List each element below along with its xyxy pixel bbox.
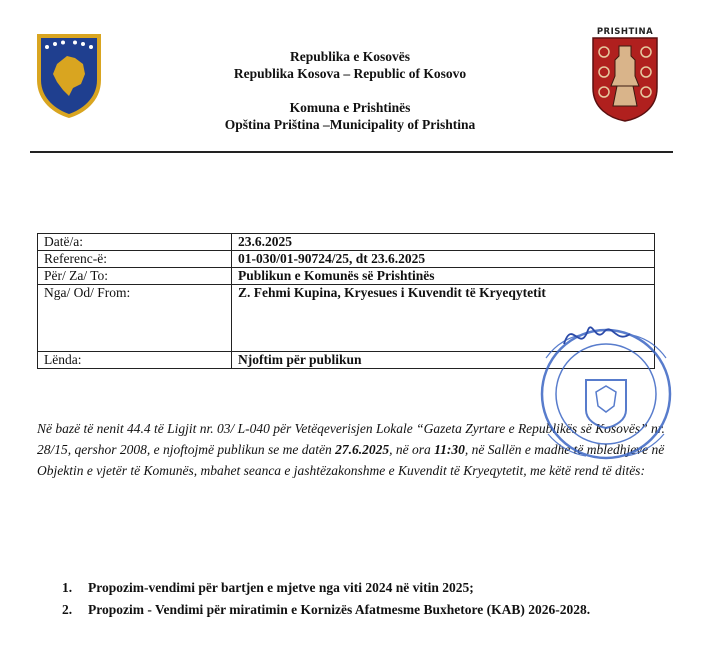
memo-value: Publikun e Komunës së Prishtinës bbox=[232, 268, 655, 285]
notice-text-part: , në Sallën e madhe të mbledhjeve në Objektin e vjetër të Komunës, mbahet seanca e jashtëzakonshme e Kuvendit të Kryeqytetit, me këtë rend të ditës: bbox=[37, 442, 665, 478]
memo-key: Nga/ Od/ From: bbox=[38, 285, 232, 352]
header-line-republic: Republika e Kosovës bbox=[289, 49, 411, 64]
agenda-item bbox=[62, 578, 662, 598]
prishtina-crest-icon bbox=[589, 26, 661, 122]
official-stamp-icon bbox=[526, 314, 686, 464]
notice-text-part: Në bazë të nenit 44.4 të Ligjit nr. 03/ L-040 për Vetëqeverisjen Lokale “Gazeta Zyrtare e Republikës së Kosovës” nr. 28/15, qershor 2008, e njoftojmë publikun se me datën bbox=[37, 421, 665, 457]
agenda-item-text: Propozim-vendimi për bartjen e mjetve nga viti 2024 në vitin 2025; bbox=[88, 580, 474, 595]
header-line-republic-translated: Republika Kosova – Republic of Kosovo bbox=[233, 66, 467, 81]
agenda-item-number: 2. bbox=[62, 602, 73, 617]
session-time: 11:30 bbox=[434, 442, 465, 457]
header-divider bbox=[30, 151, 673, 153]
memo-value: 01-030/01-90724/25, dt 23.6.2025 bbox=[232, 251, 655, 268]
document-header bbox=[150, 48, 550, 133]
agenda-item-text: Propozim - Vendimi për miratimin e Kornizës Afatmesme Buxhetore (KAB) 2026-2028. bbox=[88, 602, 591, 617]
agenda-list bbox=[62, 578, 662, 622]
memo-row-to bbox=[38, 268, 655, 285]
memo-key: Për/ Za/ To: bbox=[38, 268, 232, 285]
agenda-item bbox=[62, 600, 662, 620]
header-line-municipality-translated: Opština Priština –Municipality of Prishtina bbox=[224, 117, 476, 132]
memo-key: Lënda: bbox=[38, 352, 232, 369]
memo-row-reference bbox=[38, 251, 655, 268]
memo-value: 23.6.2025 bbox=[232, 234, 655, 251]
notice-text-part: , në ora bbox=[389, 442, 435, 457]
memo-value: Njoftim për publikun bbox=[232, 352, 655, 369]
memo-key: Datë/a: bbox=[38, 234, 232, 251]
session-date: 27.6.2025 bbox=[335, 442, 390, 457]
header-line-municipality: Komuna e Prishtinës bbox=[289, 100, 411, 115]
memo-key: Referenc-ë: bbox=[38, 251, 232, 268]
agenda-item-number: 1. bbox=[62, 580, 73, 595]
kosovo-coat-of-arms-icon bbox=[33, 30, 105, 120]
memo-row-date bbox=[38, 234, 655, 251]
crest-title: PRISHTINA bbox=[596, 27, 654, 37]
memo-value: Z. Fehmi Kupina, Kryesues i Kuvendit të Kryeqytetit bbox=[232, 285, 655, 352]
